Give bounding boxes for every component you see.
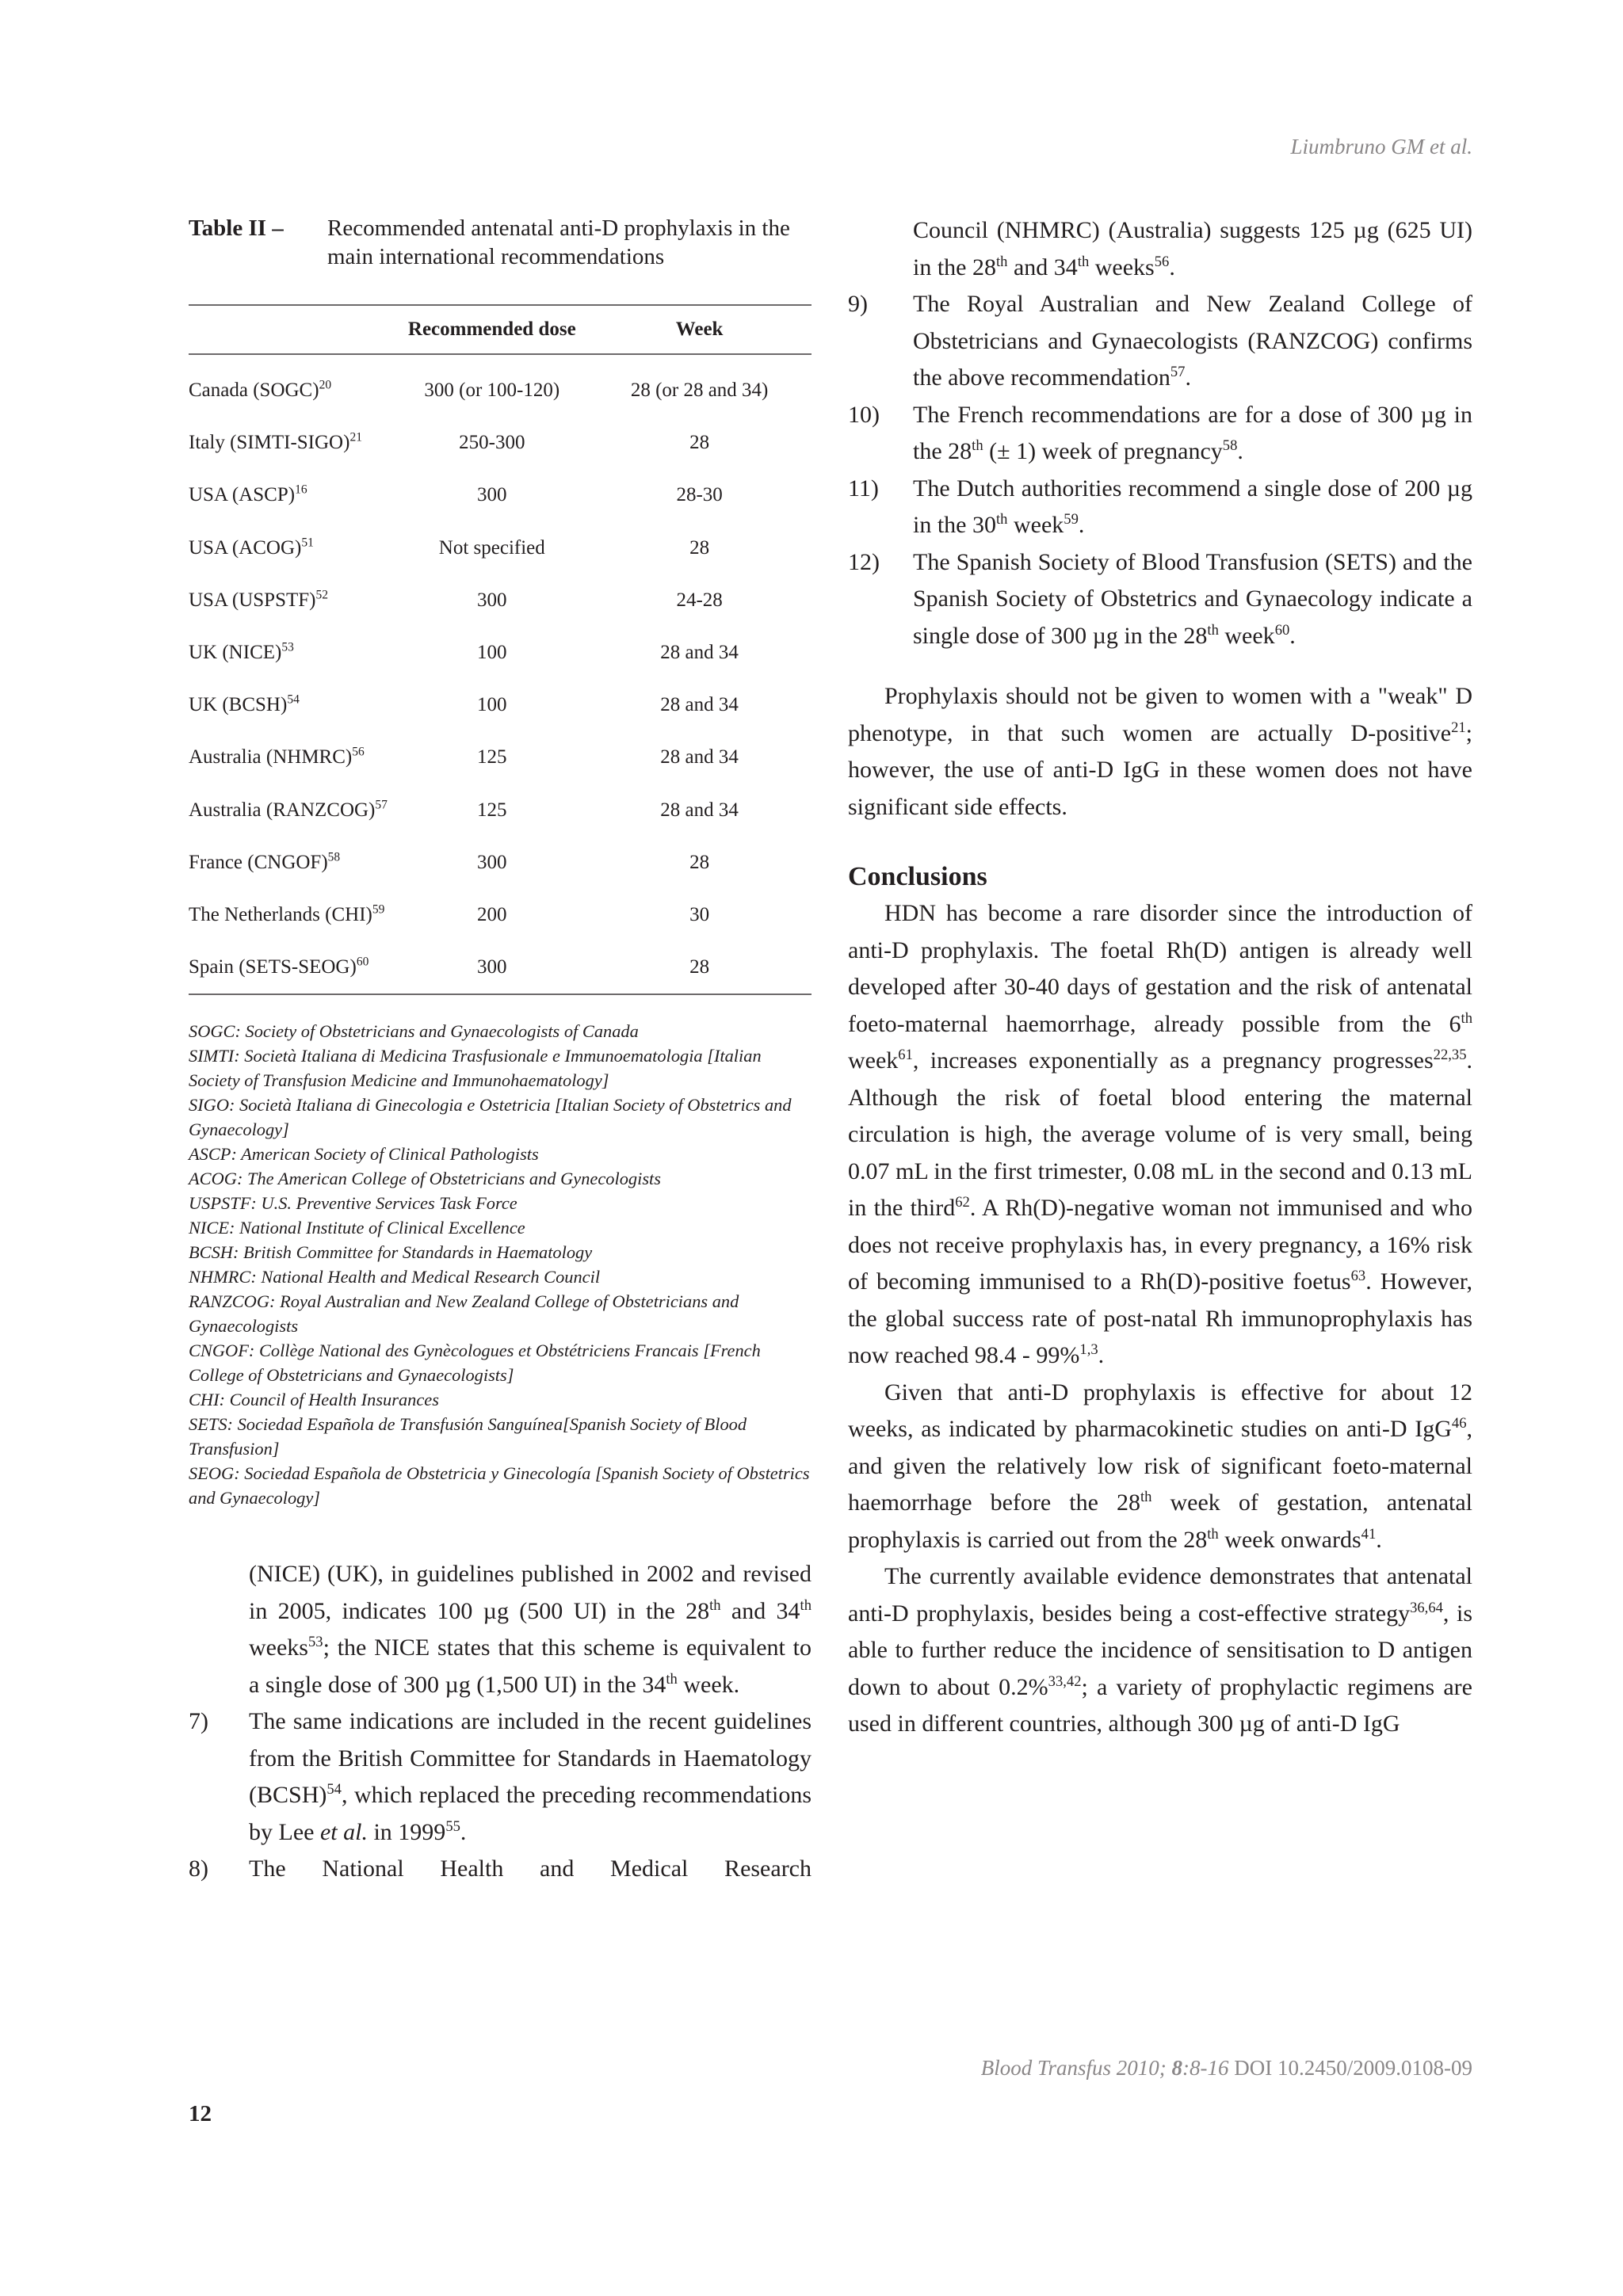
- table-row: [189, 469, 812, 521]
- reference-superscript: 59: [1064, 511, 1079, 528]
- abbreviation-entry: BCSH: British Committee for Standards in Haematology: [189, 1242, 593, 1263]
- superscript: th: [972, 437, 983, 454]
- cell-country: [189, 469, 396, 521]
- text-span: HDN has become a rare disorder since the introduction of anti-D prophylaxis. The foetal Rh(D) antigen is already well developed after 30-40 days of gestation and the risk of antenatal foeto-maternal haemorrhage, already possible from the 6: [848, 900, 1472, 1037]
- reference-superscript: 61: [898, 1047, 913, 1063]
- superscript: th: [996, 511, 1008, 528]
- paragraph-evidence: [848, 1558, 1472, 1743]
- journal-volume: 8: [1171, 2056, 1183, 2080]
- reference-superscript: 36,64: [1410, 1599, 1443, 1616]
- cell-country: [189, 889, 396, 941]
- left-column: [189, 214, 812, 1888]
- journal-name: Blood Transfus 2010;: [980, 2056, 1172, 2080]
- cell-week: 30: [689, 903, 710, 925]
- list-number: 9): [848, 291, 868, 317]
- text-span: The French recommendations are for a dose of 300 µg in the 28: [913, 401, 1472, 464]
- text-span: . However, the global success rate of post-natal Rh immunoprophylaxis has now reached 98.4 - 99%: [848, 1268, 1472, 1368]
- country-name: Spain (SETS-SEOG): [189, 956, 357, 978]
- cell-country: [189, 941, 396, 994]
- cell-week: 28 (or 28 and 34): [630, 379, 769, 402]
- text-span: , increases exponentially as a pregnancy progresses: [912, 1047, 1434, 1074]
- abbreviation-entry: RANZCOG: Royal Australian and New Zealand College of Obstetricians and Gynaecologists: [189, 1291, 739, 1337]
- superscript: th: [1461, 1009, 1472, 1027]
- cell-week: 28 and 34: [660, 746, 739, 769]
- abbreviation-entry: NICE: National Institute of Clinical Excellence: [189, 1218, 525, 1238]
- text-span: (± 1) week of pregnancy: [983, 438, 1223, 464]
- abbreviation-entry: USPSTF: U.S. Preventive Services Task Force: [189, 1193, 517, 1214]
- country-name: Australia (RANZCOG): [189, 799, 376, 821]
- table-row: [189, 679, 812, 731]
- cell-dose: 125: [477, 799, 507, 821]
- reference-superscript: 21: [349, 430, 362, 444]
- abbreviation-entry: SEOG: Sociedad Española de Obstetricia y Ginecología [Spanish Society of Obstetrics and Gynaecology]: [189, 1463, 810, 1508]
- reference-superscript: 60: [356, 955, 369, 969]
- cell-week: 28 and 34: [660, 799, 739, 821]
- abbreviation-entry: SIMTI: Società Italiana di Medicina Trasfusionale e Immunoematologia [Italian Society of Transfusion Medicine and Immunohaematology]: [189, 1046, 762, 1091]
- cell-week: 24-28: [676, 589, 723, 611]
- text-span: The Royal Australian and New Zealand College of Obstetricians and Gynaecologists (RANZCOG) confirms the above recommendation: [913, 291, 1472, 391]
- country-name: Canada (SOGC): [189, 379, 319, 402]
- abbreviation-entry: SIGO: Società Italiana di Ginecologia e Ostetricia [Italian Society of Obstetrics and Gynaecology]: [189, 1095, 792, 1140]
- superscript: th: [1077, 253, 1090, 270]
- country-name: USA (USPSTF): [189, 589, 316, 611]
- reference-superscript: 55: [445, 1817, 460, 1835]
- cell-dose: 300: [477, 851, 507, 873]
- cell-week: 28 and 34: [660, 694, 739, 716]
- superscript: th: [1207, 1525, 1219, 1543]
- list-item-text: The National Health and Medical Research: [249, 1855, 812, 1882]
- list-item-text: [913, 286, 1472, 397]
- reference-superscript: 52: [315, 588, 328, 602]
- superscript: th: [709, 1596, 721, 1614]
- superscript: th: [1207, 621, 1219, 639]
- doi: DOI 10.2450/2009.0108-09: [1228, 2056, 1472, 2080]
- reference-superscript: 58: [327, 850, 341, 864]
- table-header-row: [189, 305, 812, 354]
- text-span: The Spanish Society of Blood Transfusion (SETS) and the Spanish Society of Obstetrics and Gynaecology indicate a single dose of 300 µg in the 28: [913, 548, 1472, 649]
- recommendations-table: [189, 304, 812, 995]
- text-span: .: [1289, 622, 1296, 649]
- text-span: and 34: [720, 1597, 800, 1624]
- cell-week: 28-30: [676, 484, 723, 506]
- abbreviation-entry: NHMRC: National Health and Medical Research Council: [189, 1267, 601, 1287]
- column-header-week: Week: [587, 305, 812, 354]
- paragraph-weak-d: [848, 678, 1472, 826]
- text-span: , is able to further reduce the incidence of sensitisation to D antigen down to about 0.2%: [848, 1600, 1472, 1700]
- superscript: th: [996, 253, 1008, 270]
- abbreviation-entry: SOGC: Society of Obstetricians and Gynaecologists of Canada: [189, 1021, 639, 1042]
- cell-country: [189, 837, 396, 889]
- text-span: week: [1007, 512, 1064, 538]
- country-name: Australia (NHMRC): [189, 746, 353, 769]
- text-span: week: [1218, 622, 1275, 649]
- column-header-country: [189, 305, 396, 354]
- abbreviation-entry: CHI: Council of Health Insurances: [189, 1390, 439, 1410]
- text-span: Council (NHMRC) (Australia) suggests 125 µg (625 UI) in the 28: [913, 217, 1472, 280]
- text-span: . Although the risk of foetal blood entering the maternal circulation is high, the average volume of is very small, being 0.07 mL in the first trimester, 0.08 mL in the second and 0.13 mL in the third: [848, 1047, 1472, 1221]
- continued-item-nice: [189, 1556, 812, 1703]
- country-name: UK (BCSH): [189, 694, 288, 716]
- text-span: week: [848, 1047, 899, 1074]
- text-span: , and given the relatively low risk of significant foeto-maternal haemorrhage before the 28: [848, 1416, 1472, 1516]
- superscript: th: [1140, 1489, 1152, 1505]
- reference-superscript: 57: [1170, 364, 1186, 380]
- cell-dose: 300: [477, 484, 507, 506]
- reference-superscript: 57: [375, 798, 388, 812]
- paragraph-hdn: [848, 895, 1472, 1375]
- reference-superscript: 33,42: [1048, 1672, 1082, 1690]
- cell-country: [189, 522, 396, 574]
- reference-superscript: 63: [1350, 1268, 1366, 1284]
- reference-superscript: 51: [301, 536, 314, 550]
- table-row: [189, 354, 812, 417]
- list-number: 7): [189, 1708, 208, 1735]
- reference-superscript: 54: [287, 692, 300, 707]
- list-item-text: [913, 471, 1472, 544]
- text-span: ; the NICE states that this scheme is equivalent to a single dose of 300 µg (1,500 UI) in the 34: [249, 1634, 812, 1698]
- list-item-7: [189, 1703, 812, 1851]
- list-item-text: [913, 544, 1472, 655]
- table-row: [189, 627, 812, 679]
- footer-citation: [981, 2056, 1472, 2081]
- list-item-8: [189, 1851, 812, 1888]
- table-row: [189, 889, 812, 941]
- paragraph-anti-d-duration: [848, 1375, 1472, 1559]
- cell-dose: Not specified: [438, 536, 545, 559]
- cell-country: [189, 679, 396, 731]
- cell-dose: 100: [477, 642, 507, 664]
- abbreviation-entry: CNGOF: Collège National des Gynècologues et Obstétriciens Francais [French College of Obstetricians and Gynaecologists]: [189, 1341, 761, 1386]
- cell-dose: 250-300: [459, 432, 525, 454]
- reference-superscript: 54: [327, 1781, 342, 1798]
- table-row: [189, 837, 812, 889]
- text-span: Given that anti-D prophylaxis is effective for about 12 weeks, as indicated by pharmacokinetic studies on anti-D IgG: [848, 1379, 1472, 1442]
- cell-country: [189, 784, 396, 837]
- table-row: [189, 941, 812, 994]
- text-span: week onwards: [1218, 1526, 1361, 1553]
- table-row: [189, 784, 812, 837]
- superscript: th: [666, 1670, 678, 1688]
- reference-superscript: 58: [1222, 437, 1238, 454]
- running-head: Liumbruno GM et al.: [1290, 135, 1472, 158]
- cell-week: 28: [689, 432, 710, 454]
- list-item-text: [913, 397, 1472, 471]
- cell-country: [189, 574, 396, 627]
- reference-superscript: 59: [372, 902, 385, 917]
- reference-superscript: 1,3: [1079, 1341, 1098, 1358]
- list-item-text: [249, 1703, 812, 1851]
- text-span: .: [460, 1818, 467, 1845]
- table-label: Table II –: [189, 215, 284, 241]
- cell-dose: 200: [477, 903, 507, 925]
- abbreviation-entry: ACOG: The American College of Obstetricians and Gynecologists: [189, 1169, 661, 1189]
- list-item-12: [848, 544, 1472, 655]
- table-row: [189, 731, 812, 784]
- reference-superscript: 60: [1274, 621, 1290, 639]
- cell-country: [189, 417, 396, 469]
- table-row: [189, 417, 812, 469]
- text-span: (NICE) (UK), in guidelines published in 2002 and revised in 2005, indicates 100 µg (500 UI) in the 28: [249, 1561, 812, 1624]
- list-number: 11): [848, 475, 879, 502]
- reference-superscript: 16: [295, 483, 307, 498]
- page-number: 12: [189, 2101, 212, 2126]
- right-column: [848, 212, 1472, 1743]
- text-span: week.: [677, 1671, 740, 1698]
- reference-superscript: 53: [281, 640, 294, 654]
- reference-superscript: 46: [1451, 1415, 1467, 1432]
- reference-superscript: 22,35: [1433, 1047, 1467, 1063]
- italic-text: et al.: [319, 1818, 368, 1845]
- text-span: .: [1169, 254, 1175, 280]
- cell-dose: 300: [477, 589, 507, 611]
- journal-pages: :8-16: [1182, 2056, 1229, 2080]
- text-span: The currently available evidence demonstrates that antenatal anti-D prophylaxis, besides being a cost-effective strategy: [848, 1563, 1472, 1627]
- text-span: The same indications are included in the recent guidelines from the British Committee for Standards in Haematology (BCSH): [249, 1708, 812, 1809]
- table-row: [189, 522, 812, 574]
- text-span: .: [1237, 438, 1243, 464]
- list-item-9: [848, 286, 1472, 397]
- cell-week: 28 and 34: [660, 642, 739, 664]
- cell-country: [189, 627, 396, 679]
- country-name: UK (NICE): [189, 642, 282, 664]
- cell-dose: 100: [477, 694, 507, 716]
- country-name: Italy (SIMTI-SIGO): [189, 432, 350, 454]
- superscript: th: [800, 1596, 812, 1614]
- text-span: and 34: [1007, 254, 1078, 280]
- spacer: [848, 654, 1472, 678]
- text-span: weeks: [249, 1634, 308, 1661]
- abbreviation-entry: SETS: Sociedad Española de Transfusión Sanguínea[Spanish Society of Blood Transfusion]: [189, 1414, 747, 1459]
- text-span: . A Rh(D)-negative woman not immunised and who does not receive prophylaxis has, in every pregnancy, a 16% risk of becoming immunised to a Rh(D)-positive foetus: [848, 1195, 1472, 1295]
- text-span: ; however, the use of anti-D IgG in these women does not have significant side effects.: [848, 719, 1472, 820]
- column-header-dose: Recommended dose: [396, 305, 587, 354]
- text-span: .: [1098, 1342, 1105, 1368]
- cell-dose: 300 (or 100-120): [424, 379, 560, 402]
- table-abbreviations: [189, 1019, 812, 1510]
- text-span: The Dutch authorities recommend a single dose of 200 µg in the 30: [913, 475, 1472, 538]
- reference-superscript: 41: [1361, 1525, 1377, 1543]
- abbreviation-entry: ASCP: American Society of Clinical Pathologists: [189, 1144, 539, 1165]
- text-span: , which replaced the preceding recommendations by Lee: [249, 1782, 812, 1845]
- list-number: 8): [189, 1855, 208, 1882]
- table-caption: [189, 214, 812, 271]
- cell-country: [189, 731, 396, 784]
- country-name: USA (ACOG): [189, 536, 302, 559]
- cell-dose: 125: [477, 746, 507, 769]
- continued-item-nhmrc: [848, 212, 1472, 286]
- country-name: USA (ASCP): [189, 484, 296, 506]
- text-span: .: [1376, 1526, 1382, 1553]
- conclusions-heading: Conclusions: [848, 862, 987, 891]
- list-number: 12): [848, 548, 880, 575]
- reference-superscript: 56: [1154, 253, 1170, 270]
- text-span: in 1999: [367, 1818, 446, 1845]
- reference-superscript: 62: [955, 1194, 970, 1211]
- cell-week: 28: [689, 536, 710, 559]
- list-item-10: [848, 397, 1472, 471]
- cell-country: [189, 354, 396, 417]
- list-number: 10): [848, 401, 880, 428]
- text-span: weeks: [1089, 254, 1155, 280]
- reference-superscript: 56: [352, 746, 365, 760]
- cell-week: 28: [689, 956, 710, 978]
- text-span: Prophylaxis should not be given to women with a "weak" D phenotype, in that such women are actually D-positive: [848, 683, 1472, 746]
- table-body: [189, 354, 812, 994]
- text-span: .: [1078, 512, 1085, 538]
- reference-superscript: 20: [319, 378, 332, 392]
- text-span: ; a variety of prophylactic regimens are used in different countries, although 300 µg of anti-D IgG: [848, 1673, 1472, 1737]
- table-caption-text: Recommended antenatal anti-D prophylaxis in the main international recommendations: [327, 215, 790, 269]
- cell-dose: 300: [477, 956, 507, 978]
- left-body-text: [189, 1556, 812, 1888]
- list-item-11: [848, 471, 1472, 544]
- country-name: France (CNGOF): [189, 851, 328, 873]
- country-name: The Netherlands (CHI): [189, 903, 372, 925]
- text-span: week of gestation, antenatal prophylaxis is carried out from the 28: [848, 1489, 1472, 1553]
- reference-superscript: 53: [307, 1634, 323, 1651]
- text-span: .: [1185, 364, 1191, 391]
- reference-superscript: 21: [1451, 719, 1466, 736]
- table-row: [189, 574, 812, 627]
- cell-week: 28: [689, 851, 710, 873]
